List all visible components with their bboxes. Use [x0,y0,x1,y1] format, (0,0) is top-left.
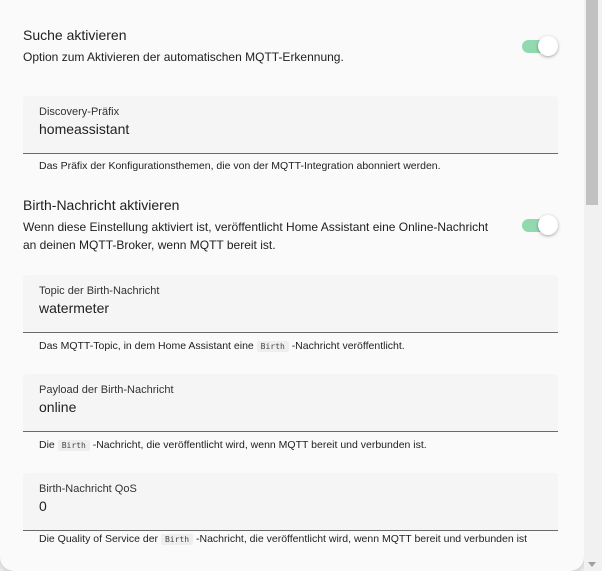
birth-toggle[interactable] [522,215,556,233]
birth-payload-label: Payload der Birth-Nachricht [39,384,174,396]
birth-qos-label: Birth-Nachricht QoS [39,483,137,495]
discovery-prefix-input[interactable]: homeassistant [39,121,130,137]
dialog-scrollbar[interactable] [584,0,602,571]
birth-toggle-thumb [538,215,558,235]
birth-topic-field[interactable] [23,275,558,333]
scroll-down-arrow-icon[interactable] [588,562,596,567]
birth-code: Birth [161,534,193,545]
birth-qos-helper [39,533,559,546]
birth-code: Birth [257,341,289,352]
birth-topic-helper-after: -Nachricht veröffentlicht. [291,340,405,352]
discovery-prefix-helper: Das Präfix der Konfigurationsthemen, die von der MQTT-Integration abonniert werden. [39,160,441,172]
scrollbar-thumb[interactable] [586,0,598,205]
discovery-prefix-field[interactable] [23,96,558,154]
birth-payload-input[interactable]: online [39,399,77,415]
birth-payload-helper-after: -Nachricht, die veröffentlicht wird, wenn MQTT bereit und verbunden ist. [92,439,427,451]
birth-code: Birth [58,440,90,451]
discovery-description: Option zum Aktivieren der automatischen MQTT-Erkennung. [23,50,344,64]
birth-payload-helper [39,439,559,452]
birth-payload-helper-before: Die [39,439,55,451]
discovery-prefix-label: Discovery-Präfix [39,106,120,118]
discovery-toggle[interactable] [522,36,556,54]
birth-qos-input[interactable]: 0 [39,498,47,514]
birth-payload-field[interactable] [23,374,558,432]
birth-qos-helper-before: Die Quality of Service der [39,533,159,545]
birth-qos-helper-after: -Nachricht, die veröffentlicht wird, wenn MQTT bereit und verbunden ist [196,533,528,545]
discovery-title: Suche aktivieren [23,27,127,43]
birth-description: Wenn diese Einstellung aktiviert ist, veröffentlicht Home Assistant eine Online-Nachricht an deinen MQTT-Broker, wenn MQTT bereit ist. [23,220,489,252]
discovery-toggle-thumb [538,36,558,56]
birth-topic-helper-before: Das MQTT-Topic, in dem Home Assistant eine [39,340,254,352]
birth-topic-helper [39,340,559,353]
birth-topic-input[interactable]: watermeter [39,300,110,316]
birth-qos-field[interactable] [23,473,558,531]
birth-topic-label: Topic der Birth-Nachricht [39,285,160,297]
birth-title: Birth-Nachricht aktivieren [23,197,180,213]
